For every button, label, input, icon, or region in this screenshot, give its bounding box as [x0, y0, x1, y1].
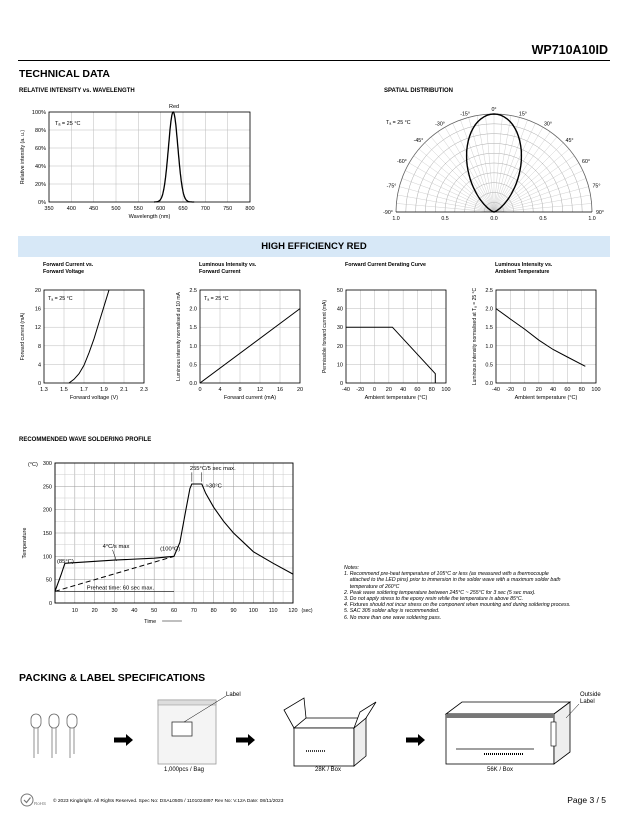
x-tick-label: 700: [200, 206, 210, 212]
angle-label: -90°: [383, 210, 393, 216]
note-line: 6. No more than one wave soldering pass.: [344, 614, 442, 621]
x-tick-label: 600: [156, 206, 166, 212]
angle-label: -45°: [413, 137, 424, 144]
x-tick-label: 8: [238, 387, 242, 393]
angle-label: 15°: [518, 111, 527, 118]
y-tick-label: 0: [339, 381, 343, 387]
radial-tick-label: 0.0: [490, 216, 498, 222]
annotation-rate: 4°C/s max: [102, 543, 130, 550]
y-axis-label: Luminous intensity normalised at 10 mA: [176, 292, 182, 381]
outside-label-callout: Outside: [580, 692, 601, 698]
header-rule: [18, 60, 610, 61]
x-tick-label: 800: [245, 206, 255, 212]
temp-label: Tₐ = 25 °C: [48, 296, 73, 302]
arrow-icon: [248, 734, 255, 746]
x-tick-label: 40: [131, 608, 138, 614]
arrow-icon: [114, 738, 126, 743]
box-56k-icon: [446, 714, 554, 764]
y-tick-label: 20%: [34, 182, 46, 188]
bag-label: [172, 722, 192, 736]
y-tick-label: 1.0: [485, 343, 493, 350]
y-axis-label: Forward current (mA): [20, 312, 26, 361]
chart-title: Luminous Intensity vs.: [495, 262, 553, 268]
caption-box-28k: 28K / Box: [314, 767, 341, 773]
x-tick-label: 60: [170, 608, 178, 614]
x-tick-label: 1.7: [80, 387, 88, 393]
radial-tick-label: 1.0: [392, 216, 400, 222]
x-tick-label: 0: [373, 387, 377, 393]
chart-title: Forward Current: [199, 269, 241, 275]
chart-title: Forward Current Derating Curve: [345, 262, 426, 268]
y-tick-label: 16: [34, 306, 41, 313]
x-tick-label: -20: [356, 387, 365, 393]
angle-label: 45°: [565, 137, 574, 144]
annotation-peak: 255°C/5 sec max.: [189, 466, 236, 472]
angle-label: -30°: [435, 121, 445, 128]
y-tick-label: 12: [34, 325, 41, 332]
y-tick-label: 50: [45, 577, 52, 584]
y-axis-label: Temperature: [22, 527, 28, 559]
note-line: temperature of 260°C: [344, 583, 400, 590]
radial-tick-label: 0.5: [441, 216, 449, 222]
x-tick-label: 100: [248, 608, 258, 614]
angle-label: -75°: [386, 183, 397, 190]
x-tick-label: 120: [288, 608, 298, 614]
label-callout: Label: [226, 692, 241, 698]
note-line: 3. Do not apply stress to the epoxy resin while the temperature is above 85°C.: [344, 596, 524, 603]
y-tick-label: 20: [34, 288, 41, 294]
y-tick-label: 20: [336, 343, 343, 350]
x-tick-label: 4: [218, 387, 222, 393]
series-line-red: [154, 112, 194, 202]
series-line: [496, 309, 585, 367]
x-tick-label: 10: [71, 608, 78, 614]
soldering-title: RECOMMENDED WAVE SOLDERING PROFILE: [19, 437, 152, 443]
x-tick-label: 550: [133, 206, 143, 212]
x-tick-label: 16: [276, 387, 284, 393]
angle-label: -60°: [397, 159, 407, 165]
x-tick-label: 110: [268, 608, 278, 614]
x-tick-label: 90: [230, 608, 237, 614]
y-tick-label: 0.0: [485, 381, 493, 387]
chart-derating-curve: [318, 258, 468, 408]
x-axis-label: Wavelength (nm): [128, 214, 171, 220]
box-top: [446, 702, 570, 714]
y-tick-label: 8: [37, 343, 41, 350]
x-tick-label: 100: [591, 387, 601, 393]
page-number: Page 3 / 5: [567, 795, 606, 805]
y-axis-label: Relative intensity (a. u.): [20, 129, 26, 185]
y-tick-label: 150: [42, 531, 52, 537]
outside-label-callout: Label: [580, 699, 595, 705]
y-tick-label: 40%: [34, 164, 46, 170]
x-tick-label: 70: [190, 608, 197, 614]
plot-frame: [200, 290, 300, 383]
y-tick-label: 2.5: [189, 288, 197, 294]
x-tick-label: 0: [523, 387, 527, 393]
y-tick-label: 100: [42, 554, 52, 561]
x-tick-label: 100: [441, 387, 451, 393]
y-tick-label: 60%: [34, 146, 46, 152]
x-tick-label: 60: [564, 387, 571, 393]
annotation-100: (100°C): [160, 546, 181, 553]
y-tick-label: 40: [336, 306, 343, 313]
polar-spoke: [469, 117, 494, 212]
rohs-text: RoHS: [34, 801, 47, 806]
notes-title: Notes:: [344, 565, 359, 571]
x-axis-label: Forward current (mA): [223, 395, 277, 401]
footer-copyright: © 2023 Kingbright. All Rights Reserved. Spec No: DSAL0505 / 1101024897 Rev No: V.12A Date: 08/11/2023: [53, 799, 284, 804]
spatial-title: SPATIAL DISTRIBUTION: [384, 88, 453, 94]
rel-intensity-chart: [14, 100, 274, 230]
x-axis-label: Ambient temperature (°C): [364, 395, 428, 401]
angle-label: -15°: [460, 111, 470, 118]
note-line: 2. Peak wave soldering temperature between 245°C ~ 255°C for 3 sec (5 sec max).: [344, 589, 536, 596]
note-line: 1. Recommend pre-heat temperature of 105°C or less (as measured with a thermocouple: [344, 571, 549, 578]
angle-label: 60°: [582, 159, 591, 165]
x-tick-label: 2.1: [120, 387, 128, 393]
caption-bag: 1,000pcs / Bag: [163, 767, 205, 773]
x-tick-label: 12: [256, 387, 264, 393]
notes-list: [344, 571, 614, 621]
rohs-logo: [20, 793, 46, 812]
temp-label: Tₐ = 25 °C: [204, 296, 229, 302]
y-tick-label: 4: [37, 362, 41, 369]
x-tick-label: 1.3: [40, 387, 48, 393]
outside-label-mark: [551, 722, 556, 746]
x-tick-label: 20: [385, 387, 392, 393]
arrow-icon: [236, 738, 248, 743]
x-tick-label: 60: [414, 387, 421, 393]
annotation-30: ≈30°C: [205, 483, 222, 490]
angle-label: 30°: [543, 121, 553, 128]
note-line: attached to the LED pins) prior to immersion in the solder wave with a maximum solder bath: [344, 577, 561, 584]
y-tick-label: 50: [336, 288, 343, 294]
temp-label: Tₐ = 25 °C: [386, 120, 411, 126]
x-tick-label: 50: [151, 608, 158, 614]
x-tick-label: 1.5: [60, 387, 68, 393]
y-tick-label: 0%: [38, 200, 46, 206]
x-tick-label: -40: [492, 387, 500, 393]
part-number: WP710A10ID: [531, 43, 608, 57]
x-tick-label: 650: [178, 206, 188, 212]
chart-intensity-current: [172, 258, 322, 408]
radial-tick-label: 1.0: [588, 216, 596, 222]
y-tick-label: 30: [336, 325, 343, 332]
efficiency-banner: [18, 236, 610, 257]
caption-box-56k: 56K / Box: [486, 767, 513, 773]
y-tick-label: 10: [336, 362, 343, 369]
efficiency-banner-title: HIGH EFFICIENCY RED: [261, 241, 367, 252]
y-tick-label: 300: [42, 461, 52, 467]
x-axis-label: Ambient temperature (°C): [514, 395, 578, 401]
y-tick-label: 1.5: [189, 325, 197, 332]
x-tick-label: 20: [296, 387, 304, 393]
soldering-notes: [344, 565, 614, 621]
chart-title: Forward Current vs.: [43, 262, 94, 268]
y-unit-label: (°C): [28, 462, 38, 468]
x-tick-label: 450: [89, 206, 99, 212]
x-tick-label: -40: [342, 387, 350, 393]
x-tick-label: 80: [578, 387, 585, 393]
x-axis-label: Time: [144, 619, 157, 625]
y-tick-label: 0.0: [189, 381, 197, 387]
x-tick-label: 40: [400, 387, 407, 393]
x-tick-label: 30: [111, 608, 118, 614]
y-tick-label: 250: [42, 484, 52, 491]
rel-intensity-title: RELATIVE INTENSITY vs. WAVELENGTH: [19, 88, 135, 94]
arrow-icon: [126, 734, 133, 746]
x-tick-label: 40: [550, 387, 557, 393]
x-tick-label: 500: [111, 206, 121, 212]
led-icon: [67, 714, 77, 728]
x-axis-label: Forward voltage (V): [69, 395, 119, 401]
radial-tick-label: 0.5: [539, 216, 547, 222]
bag-seal: [158, 700, 216, 705]
angle-label: 90°: [595, 210, 605, 216]
y-axis-label: Permissible forward current (mA): [322, 299, 328, 374]
led-icon: [31, 714, 41, 728]
series-line: [69, 290, 109, 383]
series-line: [346, 327, 435, 383]
led-icon: [49, 714, 59, 728]
y-tick-label: 200: [42, 507, 52, 514]
spatial-distribution-chart: [372, 98, 612, 228]
annotation-85: (85°C): [56, 558, 74, 565]
y-tick-label: 0: [37, 381, 41, 387]
packing-illustration: [14, 688, 614, 788]
x-tick-label: 80: [428, 387, 435, 393]
y-tick-label: 2.5: [485, 288, 493, 294]
plot-frame: [496, 290, 596, 383]
chart-forward-current-voltage: [16, 258, 166, 408]
chart-title: Forward Voltage: [43, 269, 85, 275]
y-axis-label: Luminous intensity normalised at Tₐ = 25 °C: [472, 287, 478, 386]
y-tick-label: 0.5: [485, 362, 493, 369]
chart-intensity-temperature: [468, 258, 618, 408]
y-tick-label: 0.5: [189, 362, 197, 369]
angle-label: 75°: [592, 183, 601, 190]
x-unit-label: (sec): [301, 608, 313, 614]
x-tick-label: 0: [198, 387, 202, 393]
y-tick-label: 1.5: [485, 325, 493, 332]
section-title-packing: PACKING & LABEL SPECIFICATIONS: [19, 672, 206, 684]
x-tick-label: -20: [506, 387, 515, 393]
note-line: 4. Fixtures should not incur stress on the component when mounting and during soldering process.: [344, 602, 571, 609]
box-28k-icon: [294, 728, 354, 766]
x-tick-label: 1.9: [100, 387, 108, 393]
x-tick-label: 20: [535, 387, 542, 393]
note-line: 5. SAC 305 solder alloy is recommended.: [344, 608, 440, 615]
x-tick-label: 80: [210, 608, 217, 614]
box-tape: [446, 714, 554, 718]
y-tick-label: 80%: [34, 128, 46, 134]
y-tick-label: 100%: [31, 110, 46, 116]
section-title-technical: TECHNICAL DATA: [19, 68, 110, 80]
x-tick-label: 20: [91, 608, 98, 614]
polar-spoke: [494, 117, 519, 212]
plot-frame: [44, 290, 144, 383]
chart-title: Ambient Temperature: [495, 269, 550, 275]
soldering-profile-chart: [18, 455, 338, 635]
y-tick-label: 1.0: [189, 343, 197, 350]
chart-title: Luminous Intensity vs.: [199, 262, 257, 268]
y-tick-label: 2.0: [189, 306, 197, 313]
angle-label: 0°: [491, 107, 497, 113]
x-tick-label: 2.3: [140, 387, 148, 393]
annotation-preheat: Preheat time: 60 sec max.: [86, 585, 155, 592]
arrow-icon: [406, 738, 418, 743]
arrow-icon: [418, 734, 425, 746]
x-tick-label: 350: [44, 206, 54, 212]
y-tick-label: 0: [48, 601, 52, 607]
x-tick-label: 750: [223, 206, 233, 212]
y-tick-label: 2.0: [485, 306, 493, 313]
x-tick-label: 400: [66, 206, 76, 212]
temp-label: Tₐ = 25 °C: [55, 121, 81, 127]
peak-label: Red: [169, 104, 180, 110]
